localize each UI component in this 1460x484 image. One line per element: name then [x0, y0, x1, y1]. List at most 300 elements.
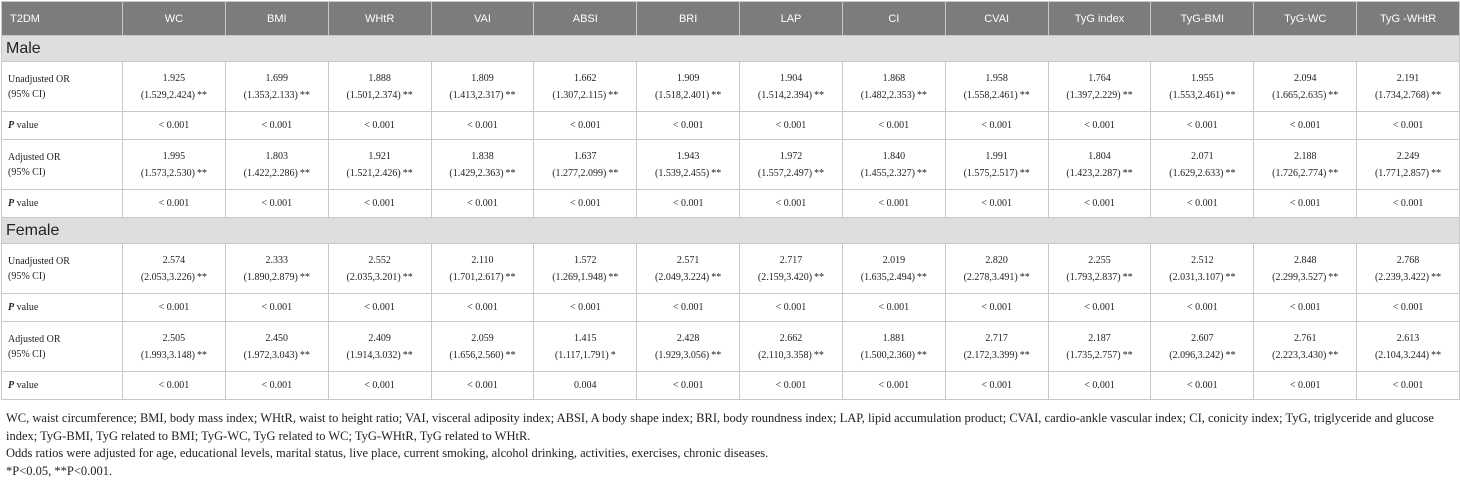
odds-ratio-value: 2.571: [676, 254, 700, 266]
confidence-interval: (1.635,2.494): [860, 271, 915, 283]
odds-ratio-value: 1.909: [676, 72, 700, 84]
odds-ratio-value: 2.450: [265, 332, 289, 344]
odds-ratio-cell: [1357, 140, 1460, 190]
odds-ratio-value: 1.804: [1088, 150, 1111, 162]
p-value-cell: < 0.001: [740, 112, 843, 140]
significance-marker: **: [197, 349, 207, 361]
significance-marker: **: [608, 167, 619, 179]
significance-marker: **: [711, 89, 722, 101]
header-column: WHtR: [328, 2, 431, 36]
p-value-cell: < 0.001: [1357, 294, 1460, 322]
odds-ratio-value: 2.110: [471, 254, 494, 266]
odds-ratio-value: 2.768: [1396, 254, 1420, 266]
header-column: CVAI: [945, 2, 1048, 36]
significance-marker: **: [1431, 167, 1442, 179]
header-column: TyG-WC: [1254, 2, 1357, 36]
confidence-interval: (1.972,3.043): [243, 349, 298, 361]
p-value-cell: < 0.001: [842, 294, 945, 322]
section-row: [2, 36, 1460, 62]
significance-marker: **: [1122, 271, 1133, 283]
odds-ratio-cell: [328, 140, 431, 190]
odds-ratio-value: 1.415: [574, 332, 597, 344]
confidence-interval: (2.159,3.420): [757, 271, 813, 283]
odds-ratio-cell: [534, 62, 637, 112]
header-column: BRI: [637, 2, 740, 36]
significance-marker: **: [711, 167, 722, 179]
confidence-interval: (1.573,2.530): [140, 167, 195, 179]
significance-marker: **: [814, 167, 825, 179]
significance-marker: **: [299, 89, 310, 101]
odds-ratio-cell: [534, 322, 637, 372]
table-row-p_unadjusted: [2, 112, 1460, 140]
odds-ratio-cell: [225, 244, 328, 294]
row-label-p-value: [2, 372, 123, 400]
odds-ratio-cell: [1151, 244, 1254, 294]
significance-marker: **: [1019, 167, 1030, 179]
p-value-word: value: [14, 120, 39, 131]
row-label-adjusted: [2, 140, 123, 190]
odds-ratio-value: 2.187: [1088, 332, 1111, 344]
p-value-cell: < 0.001: [225, 112, 328, 140]
p-value-cell: < 0.001: [945, 112, 1048, 140]
odds-ratio-value: 2.019: [882, 254, 906, 266]
p-symbol: P: [8, 120, 15, 131]
odds-ratio-value: 1.991: [985, 150, 1008, 162]
significance-marker: **: [197, 271, 207, 283]
odds-ratio-value: 2.059: [471, 332, 494, 344]
confidence-interval: (1.455,2.327): [860, 167, 915, 179]
confidence-interval: (1.735,2.757): [1066, 349, 1121, 361]
p-value-cell: < 0.001: [740, 190, 843, 218]
p-value-cell: < 0.001: [945, 372, 1048, 400]
confidence-interval: (1.521,2.426): [346, 167, 401, 179]
odds-ratio-value: 2.848: [1293, 254, 1317, 266]
significance-marker: **: [1019, 271, 1030, 283]
confidence-interval: (1.793,2.837): [1066, 271, 1121, 283]
odds-ratio-cell: [1357, 244, 1460, 294]
p-value-cell: < 0.001: [534, 190, 637, 218]
odds-ratio-cell: [1357, 62, 1460, 112]
significance-marker: **: [608, 271, 619, 283]
p-value-cell: < 0.001: [1151, 112, 1254, 140]
significance-marker: **: [1122, 349, 1133, 361]
significance-marker: **: [1225, 89, 1236, 101]
confidence-interval-line: [1049, 87, 1151, 104]
confidence-interval-line: [740, 87, 842, 104]
significance-marker: **: [1225, 349, 1236, 361]
significance-marker: **: [1328, 167, 1339, 179]
odds-ratio-value: 2.409: [368, 332, 391, 344]
row-label-unadjusted: [2, 244, 123, 294]
confidence-interval-line: [226, 269, 328, 286]
p-value-cell: < 0.001: [328, 372, 431, 400]
odds-ratio-cell: [123, 62, 226, 112]
confidence-interval: (1.701,2.617): [449, 271, 504, 283]
odds-ratio-value: 2.717: [779, 254, 803, 266]
confidence-interval: (2.299,3.527): [1272, 271, 1327, 283]
p-value-cell: < 0.001: [740, 294, 843, 322]
significance-marker: **: [1328, 349, 1339, 361]
confidence-interval-line: [1151, 87, 1253, 104]
significance-marker: **: [1431, 271, 1442, 283]
significance-marker: **: [1328, 89, 1339, 101]
odds-ratio-cell: [945, 140, 1048, 190]
confidence-interval-line: [329, 347, 431, 364]
confidence-interval-line: [946, 347, 1048, 364]
confidence-interval: (1.656,2.560): [449, 349, 504, 361]
odds-ratio-cell: [431, 244, 534, 294]
odds-ratio-cell: [328, 322, 431, 372]
confidence-interval: (1.553,2.461): [1169, 89, 1224, 101]
p-value-cell: < 0.001: [534, 112, 637, 140]
footnote-abbreviations: WC, waist circumference; BMI, body mass index; WHtR, waist to height ratio; VAI, visceral adiposity index; ABSI, A body shape index; BRI, body roundness index; LAP, lipid accumulation product; CVAI, cardio-ankle vascular index; CI, conicity index; TyG, triglyceride and glucose index; TyG-BMI, TyG related to BMI; TyG-WC, TyG related to WC; TyG-WHtR, TyG related to WHtR.: [6, 411, 1434, 443]
confidence-interval: (1.575,2.517): [963, 167, 1018, 179]
row-label-line1: Adjusted OR: [8, 333, 61, 345]
confidence-interval-line: [534, 347, 636, 364]
odds-ratio-value: 1.637: [574, 150, 597, 162]
footnotes: [6, 410, 1456, 480]
p-value-word: value: [14, 302, 39, 313]
p-value-cell: < 0.001: [1048, 112, 1151, 140]
header-row: [2, 2, 1460, 36]
odds-ratio-value: 1.662: [574, 72, 597, 84]
confidence-interval-line: [123, 165, 225, 182]
odds-ratio-value: 2.249: [1396, 150, 1420, 162]
p-value-cell: < 0.001: [1048, 372, 1151, 400]
significance-marker: **: [197, 89, 207, 101]
confidence-interval: (2.035,3.201): [346, 271, 401, 283]
table-row-unadjusted: [2, 62, 1460, 112]
significance-marker: **: [402, 349, 413, 361]
p-value-cell: < 0.001: [740, 372, 843, 400]
odds-ratio-value: 1.868: [882, 72, 906, 84]
p-value-cell: < 0.001: [637, 294, 740, 322]
confidence-interval: (2.096,3.242): [1169, 349, 1224, 361]
odds-ratio-cell: [740, 140, 843, 190]
p-value-cell: < 0.001: [123, 190, 226, 218]
p-value-cell: < 0.001: [1254, 190, 1357, 218]
row-label-line2: (95% CI): [8, 166, 46, 178]
odds-ratio-value: 2.662: [779, 332, 803, 344]
odds-ratio-cell: [123, 244, 226, 294]
confidence-interval: (1.929,3.056): [655, 349, 710, 361]
significance-marker: **: [1019, 89, 1030, 101]
odds-ratio-value: 1.972: [779, 150, 803, 162]
odds-ratio-value: 2.761: [1293, 332, 1317, 344]
confidence-interval: (1.269,1.948): [552, 271, 607, 283]
p-value-cell: < 0.001: [1151, 190, 1254, 218]
significance-marker: **: [813, 349, 824, 361]
table-row-p_adjusted: [2, 190, 1460, 218]
confidence-interval-line: [740, 165, 842, 182]
confidence-interval: (1.771,2.857): [1374, 167, 1430, 179]
odds-ratio-cell: [842, 140, 945, 190]
p-value-cell: < 0.001: [1048, 294, 1151, 322]
significance-marker: **: [1328, 271, 1339, 283]
confidence-interval: (1.558,2.461): [963, 89, 1018, 101]
confidence-interval: (1.423,2.287): [1066, 167, 1121, 179]
confidence-interval: (1.397,2.229): [1066, 89, 1121, 101]
confidence-interval-line: [843, 87, 945, 104]
odds-ratio-value: 2.505: [162, 332, 186, 344]
significance-marker: **: [505, 167, 516, 179]
odds-ratio-value: 2.071: [1191, 150, 1214, 162]
p-value-word: value: [14, 380, 39, 391]
confidence-interval: (1.890,2.879): [243, 271, 298, 283]
odds-ratio-value: 1.699: [265, 72, 289, 84]
p-value-word: value: [14, 198, 39, 209]
p-value-cell: < 0.001: [1357, 112, 1460, 140]
odds-ratio-cell: [1254, 244, 1357, 294]
p-value-cell: < 0.001: [1151, 294, 1254, 322]
odds-ratio-cell: [225, 322, 328, 372]
p-value-cell: < 0.001: [328, 112, 431, 140]
header-column: TyG index: [1048, 2, 1151, 36]
odds-ratio-value: 1.572: [574, 254, 597, 266]
odds-ratio-cell: [534, 140, 637, 190]
confidence-interval-line: [637, 269, 739, 286]
row-label-line2: (95% CI): [8, 348, 46, 360]
odds-ratio-value: 2.094: [1293, 72, 1317, 84]
p-value-cell: < 0.001: [431, 294, 534, 322]
row-label-line2: (95% CI): [8, 88, 46, 100]
table-row-p_adjusted: [2, 372, 1460, 400]
significance-marker: **: [711, 349, 722, 361]
odds-ratio-cell: [328, 62, 431, 112]
confidence-interval: (1.482,2.353): [860, 89, 915, 101]
p-value-cell: < 0.001: [225, 294, 328, 322]
odds-ratio-value: 1.803: [265, 150, 289, 162]
odds-ratio-cell: [637, 322, 740, 372]
odds-ratio-cell: [1254, 140, 1357, 190]
p-value-cell: < 0.001: [842, 190, 945, 218]
confidence-interval: (1.117,1.791): [554, 349, 609, 361]
header-column: WC: [123, 2, 226, 36]
odds-ratio-cell: [328, 244, 431, 294]
table-row-p_unadjusted: [2, 294, 1460, 322]
p-value-cell: < 0.001: [842, 112, 945, 140]
confidence-interval: (1.429,2.363): [449, 167, 504, 179]
odds-ratio-cell: [842, 62, 945, 112]
odds-ratio-cell: [123, 140, 226, 190]
confidence-interval-line: [740, 269, 842, 286]
confidence-interval-line: [1049, 269, 1151, 286]
significance-marker: **: [1225, 271, 1236, 283]
confidence-interval-line: [1049, 165, 1151, 182]
confidence-interval: (1.734,2.768): [1374, 89, 1430, 101]
confidence-interval-line: [329, 269, 431, 286]
odds-ratio-cell: [740, 244, 843, 294]
odds-ratio-value: 2.820: [985, 254, 1008, 266]
odds-ratio-cell: [1151, 322, 1254, 372]
header-column: VAI: [431, 2, 534, 36]
p-value-cell: < 0.001: [328, 190, 431, 218]
significance-marker: **: [505, 349, 516, 361]
odds-ratio-cell: [431, 322, 534, 372]
confidence-interval: (2.278,3.491): [963, 271, 1018, 283]
section-title: Male: [2, 36, 1460, 62]
confidence-interval-line: [637, 347, 739, 364]
p-value-cell: < 0.001: [123, 372, 226, 400]
odds-ratio-value: 2.191: [1396, 72, 1420, 84]
odds-ratio-value: 2.613: [1396, 332, 1420, 344]
confidence-interval-line: [946, 165, 1048, 182]
confidence-interval-line: [946, 87, 1048, 104]
odds-ratio-cell: [534, 244, 637, 294]
p-value-cell: < 0.001: [1357, 372, 1460, 400]
odds-ratio-value: 1.958: [985, 72, 1008, 84]
p-symbol: P: [8, 302, 15, 313]
significance-marker: **: [916, 167, 927, 179]
header-column: TyG-BMI: [1151, 2, 1254, 36]
confidence-interval: (1.539,2.455): [655, 167, 710, 179]
section-row: [2, 218, 1460, 244]
row-label-line2: (95% CI): [8, 270, 46, 282]
confidence-interval-line: [1357, 87, 1459, 104]
significance-marker: **: [505, 271, 516, 283]
confidence-interval-line: [1357, 347, 1459, 364]
section-title: Female: [2, 218, 1460, 244]
p-value-cell: < 0.001: [1254, 294, 1357, 322]
confidence-interval: (1.277,2.099): [552, 167, 607, 179]
odds-ratio-value: 2.607: [1191, 332, 1214, 344]
significance-marker: **: [197, 167, 207, 179]
confidence-interval-line: [946, 269, 1048, 286]
odds-ratio-cell: [1048, 322, 1151, 372]
odds-ratio-value: 2.188: [1293, 150, 1317, 162]
confidence-interval-line: [432, 269, 534, 286]
p-value-cell: < 0.001: [1254, 372, 1357, 400]
confidence-interval-line: [1049, 347, 1151, 364]
significance-marker: *: [610, 349, 616, 361]
odds-ratio-value: 1.943: [676, 150, 700, 162]
confidence-interval-line: [1254, 87, 1356, 104]
confidence-interval-line: [1151, 269, 1253, 286]
confidence-interval: (1.500,2.360): [860, 349, 915, 361]
significance-marker: **: [402, 271, 413, 283]
odds-ratio-cell: [1151, 140, 1254, 190]
confidence-interval-line: [432, 165, 534, 182]
confidence-interval-line: [740, 347, 842, 364]
confidence-interval: (1.514,2.394): [757, 89, 813, 101]
p-value-cell: < 0.001: [123, 112, 226, 140]
p-value-cell: < 0.001: [637, 190, 740, 218]
confidence-interval-line: [226, 347, 328, 364]
significance-marker: **: [1019, 349, 1030, 361]
row-label-line1: Unadjusted OR: [8, 73, 70, 85]
odds-ratio-cell: [637, 62, 740, 112]
p-value-cell: < 0.001: [123, 294, 226, 322]
p-symbol: P: [8, 198, 15, 209]
row-label-p-value: [2, 294, 123, 322]
confidence-interval-line: [843, 269, 945, 286]
odds-ratio-value: 2.717: [985, 332, 1008, 344]
confidence-interval: (2.031,3.107): [1169, 271, 1224, 283]
odds-ratio-cell: [740, 62, 843, 112]
confidence-interval: (2.239,3.422): [1374, 271, 1430, 283]
confidence-interval: (1.353,2.133): [243, 89, 298, 101]
confidence-interval: (1.557,2.497): [757, 167, 813, 179]
confidence-interval-line: [843, 347, 945, 364]
significance-marker: **: [916, 271, 927, 283]
odds-ratio-value: 1.995: [162, 150, 186, 162]
p-value-cell: < 0.001: [225, 372, 328, 400]
confidence-interval: (1.629,2.633): [1169, 167, 1224, 179]
row-label-p-value: [2, 190, 123, 218]
odds-ratio-cell: [225, 62, 328, 112]
confidence-interval: (1.518,2.401): [655, 89, 710, 101]
confidence-interval-line: [329, 87, 431, 104]
odds-ratio-cell: [123, 322, 226, 372]
footnote-significance: *P<0.05, **P<0.001.: [6, 463, 113, 478]
odds-ratio-value: 2.255: [1088, 254, 1111, 266]
p-value-cell: < 0.001: [431, 190, 534, 218]
odds-ratio-cell: [740, 322, 843, 372]
confidence-interval-line: [226, 87, 328, 104]
odds-ratio-value: 1.921: [368, 150, 391, 162]
odds-ratio-cell: [637, 140, 740, 190]
header-column: LAP: [740, 2, 843, 36]
header-column: TyG -WHtR: [1357, 2, 1460, 36]
confidence-interval: (1.529,2.424): [140, 89, 195, 101]
p-value-cell: < 0.001: [1357, 190, 1460, 218]
significance-marker: **: [814, 89, 825, 101]
p-value-cell: < 0.001: [637, 112, 740, 140]
odds-ratio-cell: [1254, 62, 1357, 112]
p-value-cell: < 0.001: [637, 372, 740, 400]
odds-ratio-value: 2.512: [1191, 254, 1214, 266]
p-value-cell: < 0.001: [945, 294, 1048, 322]
significance-marker: **: [1122, 167, 1133, 179]
p-symbol: P: [8, 380, 15, 391]
odds-ratio-cell: [945, 244, 1048, 294]
confidence-interval-line: [1254, 165, 1356, 182]
confidence-interval-line: [534, 269, 636, 286]
p-value-cell: < 0.001: [328, 294, 431, 322]
significance-marker: **: [402, 89, 413, 101]
odds-ratio-cell: [945, 322, 1048, 372]
p-value-cell: < 0.001: [534, 294, 637, 322]
p-value-cell: < 0.001: [1048, 190, 1151, 218]
header-column: ABSI: [534, 2, 637, 36]
header-outcome: T2DM: [2, 2, 123, 36]
significance-marker: **: [916, 349, 927, 361]
confidence-interval: (1.422,2.286): [243, 167, 298, 179]
confidence-interval: (1.726,2.774): [1272, 167, 1327, 179]
confidence-interval-line: [432, 87, 534, 104]
p-value-cell: 0.004: [534, 372, 637, 400]
significance-marker: **: [814, 271, 825, 283]
odds-ratio-value: 1.809: [471, 72, 494, 84]
odds-ratio-value: 1.881: [882, 332, 906, 344]
header-column: CI: [842, 2, 945, 36]
confidence-interval: (1.665,2.635): [1272, 89, 1327, 101]
odds-ratio-cell: [225, 140, 328, 190]
significance-marker: **: [505, 89, 516, 101]
odds-ratio-cell: [1254, 322, 1357, 372]
odds-ratio-value: 2.552: [368, 254, 391, 266]
significance-marker: **: [1122, 89, 1133, 101]
significance-marker: **: [299, 167, 310, 179]
confidence-interval: (2.104,3.244): [1374, 349, 1430, 361]
odds-ratio-cell: [1151, 62, 1254, 112]
p-value-cell: < 0.001: [431, 372, 534, 400]
confidence-interval-line: [1357, 269, 1459, 286]
confidence-interval-line: [637, 165, 739, 182]
odds-ratio-value: 2.333: [265, 254, 289, 266]
header-column: BMI: [225, 2, 328, 36]
table-row-adjusted: [2, 140, 1460, 190]
